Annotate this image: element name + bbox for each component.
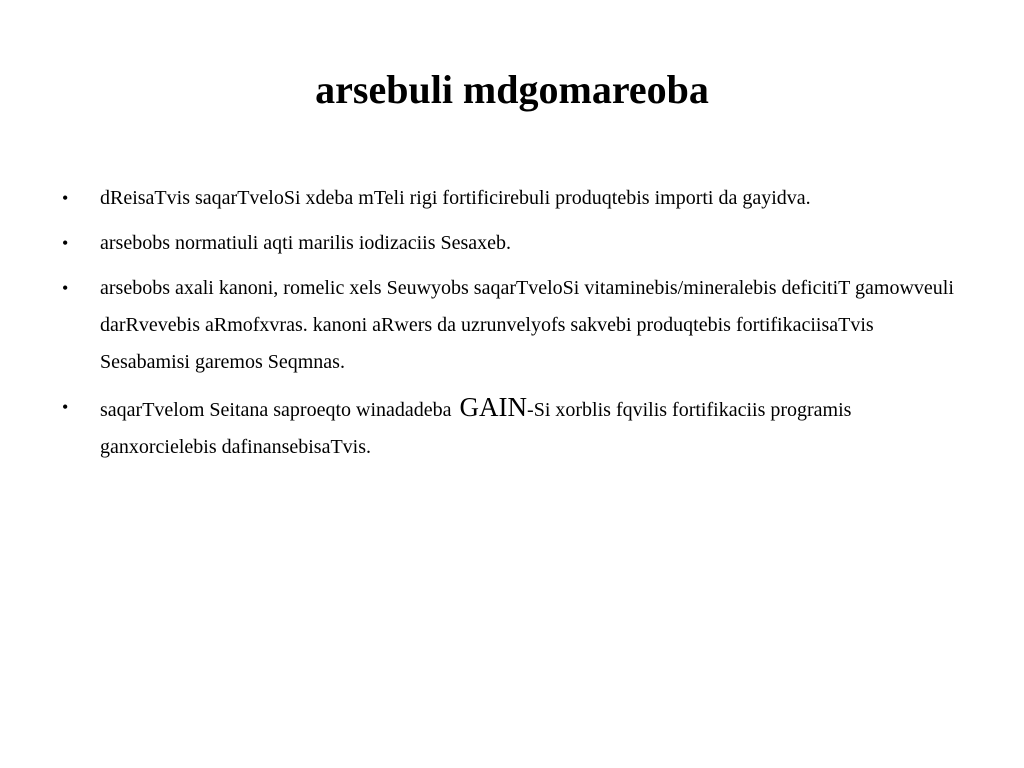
bullet-text: dReisaTvis saqarTveloSi xdeba mTeli rigi fortificirebuli produqtebis importi da gayidva. xyxy=(100,187,811,209)
bullet-item xyxy=(62,225,962,262)
gain-highlight: GAIN xyxy=(459,392,528,422)
bullet-item xyxy=(62,180,962,217)
bullet-item xyxy=(62,389,962,466)
bullet-icon: • xyxy=(62,397,69,417)
bullet-icon: • xyxy=(62,188,69,208)
bullet-text: arsebobs normatiuli aqti marilis iodizaciis Sesaxeb. xyxy=(100,232,512,254)
bullet-text-before: saqarTvelom Seitana saproeqto winadadeba xyxy=(100,399,452,421)
bullet-item xyxy=(62,270,962,381)
bullet-text-after: -Si xorblis fqvilis fortifikaciis programis ganxorcielebis dafinansebisaTvis. xyxy=(100,399,852,458)
bullet-text: arsebobs axali kanoni, romelic xels Seuwyobs saqarTveloSi vitaminebis/mineralebis deficitiT gamowveuli darRvevebis aRmofxvras. kanoni aRwers da uzrunvelyofs sakvebi produqtebis fortifikaciisaTvis Sesabamisi garemos Seqmnas. xyxy=(100,277,954,373)
bullet-icon: • xyxy=(62,233,69,253)
slide-title: arsebuli mdgomareoba xyxy=(315,67,709,112)
bullet-list xyxy=(62,180,962,474)
bullet-icon: • xyxy=(62,278,69,298)
